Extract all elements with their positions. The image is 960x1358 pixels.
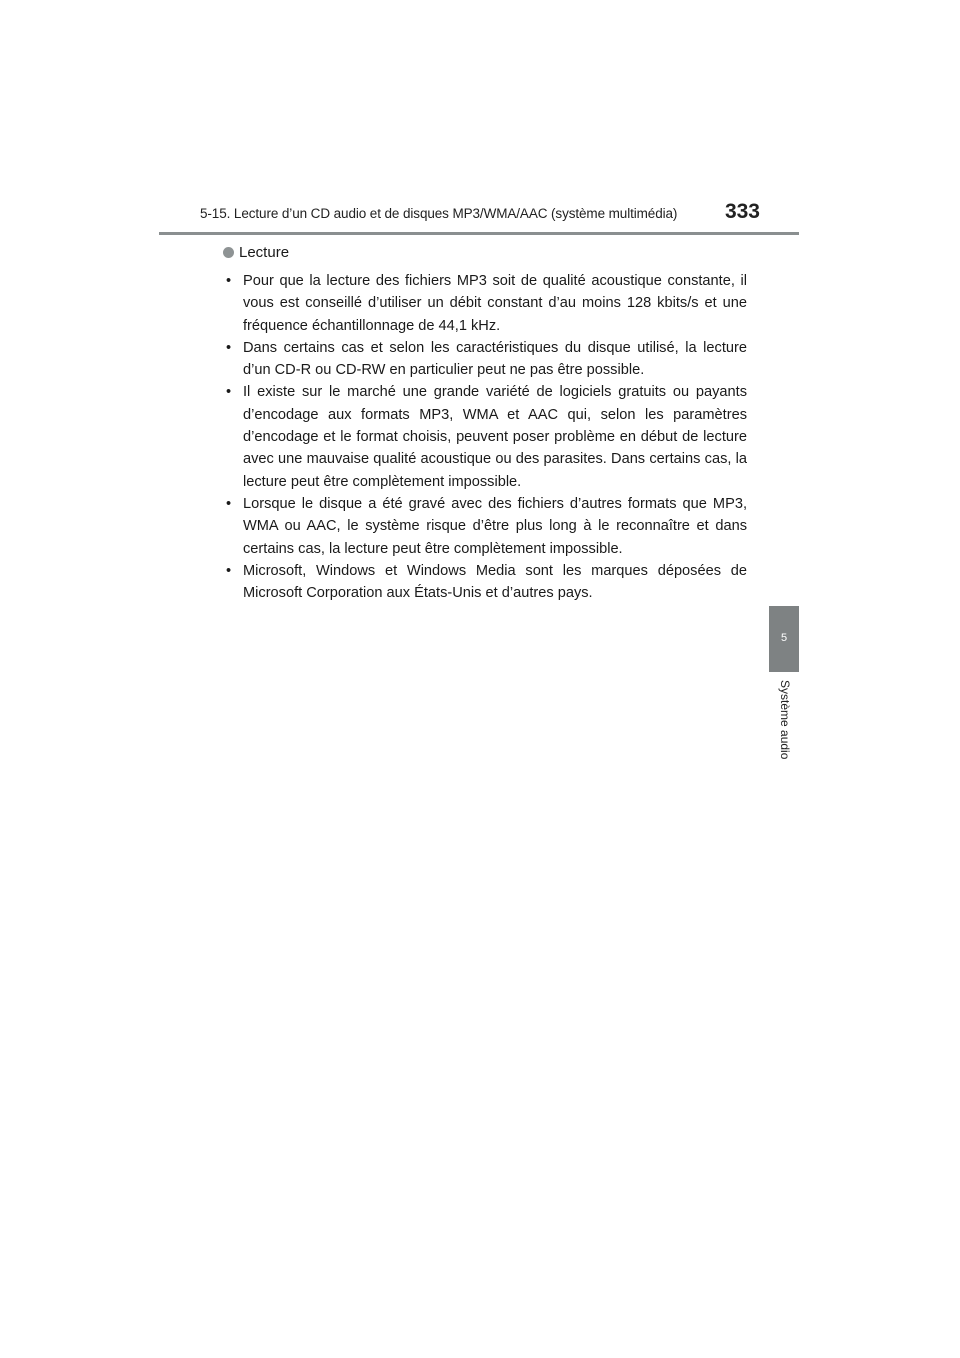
bullet-circle-icon <box>223 247 234 258</box>
chapter-number: 5 <box>780 632 788 644</box>
chapter-label: Système audio <box>778 680 792 760</box>
section-heading <box>223 242 747 264</box>
list-item: • Lorsque le disque a été gravé avec des fichiers d’autres formats que MP3, WMA ou AAC, le système risque d’être plus long à le reconnaître et dans certains cas, la lecture peut être complètement impossible. <box>223 493 747 560</box>
list-item: • Microsoft, Windows et Windows Media sont les marques déposées de Microsoft Corporation aux États-Unis et d’autres pays. <box>223 560 747 605</box>
chapter-tab <box>769 606 799 672</box>
content-section <box>223 242 747 604</box>
list-item: • Pour que la lecture des fichiers MP3 soit de qualité acoustique constante, il vous est conseillé d’utiliser un débit constant d’au moins 128 kbits/s et une fréquence échantillonnage de 44,1 kHz. <box>223 270 747 337</box>
list-item: • Il existe sur le marché une grande variété de logiciels gratuits ou payants d’encodage aux formats MP3, WMA et AAC qui, selon les paramètres d’encodage et le format choisis, peuvent poser problème en début de lecture avec une mauvaise qualité acoustique ou des parasites. Dans certains cas, la lecture peut être complètement impossible. <box>223 381 747 492</box>
notes-list <box>223 270 747 604</box>
chapter-label-container <box>770 680 800 790</box>
page-header <box>200 200 760 230</box>
page-number: 333 <box>724 200 760 223</box>
list-item: • Dans certains cas et selon les caractéristiques du disque utilisé, la lecture d’un CD-R ou CD-RW en particulier peut ne pas être possible. <box>223 337 747 382</box>
section-title: 5-15. Lecture d’un CD audio et de disques MP3/WMA/AAC (système multimédia) <box>200 206 678 221</box>
section-heading-text: Lecture <box>239 244 290 261</box>
header-divider <box>159 232 799 235</box>
